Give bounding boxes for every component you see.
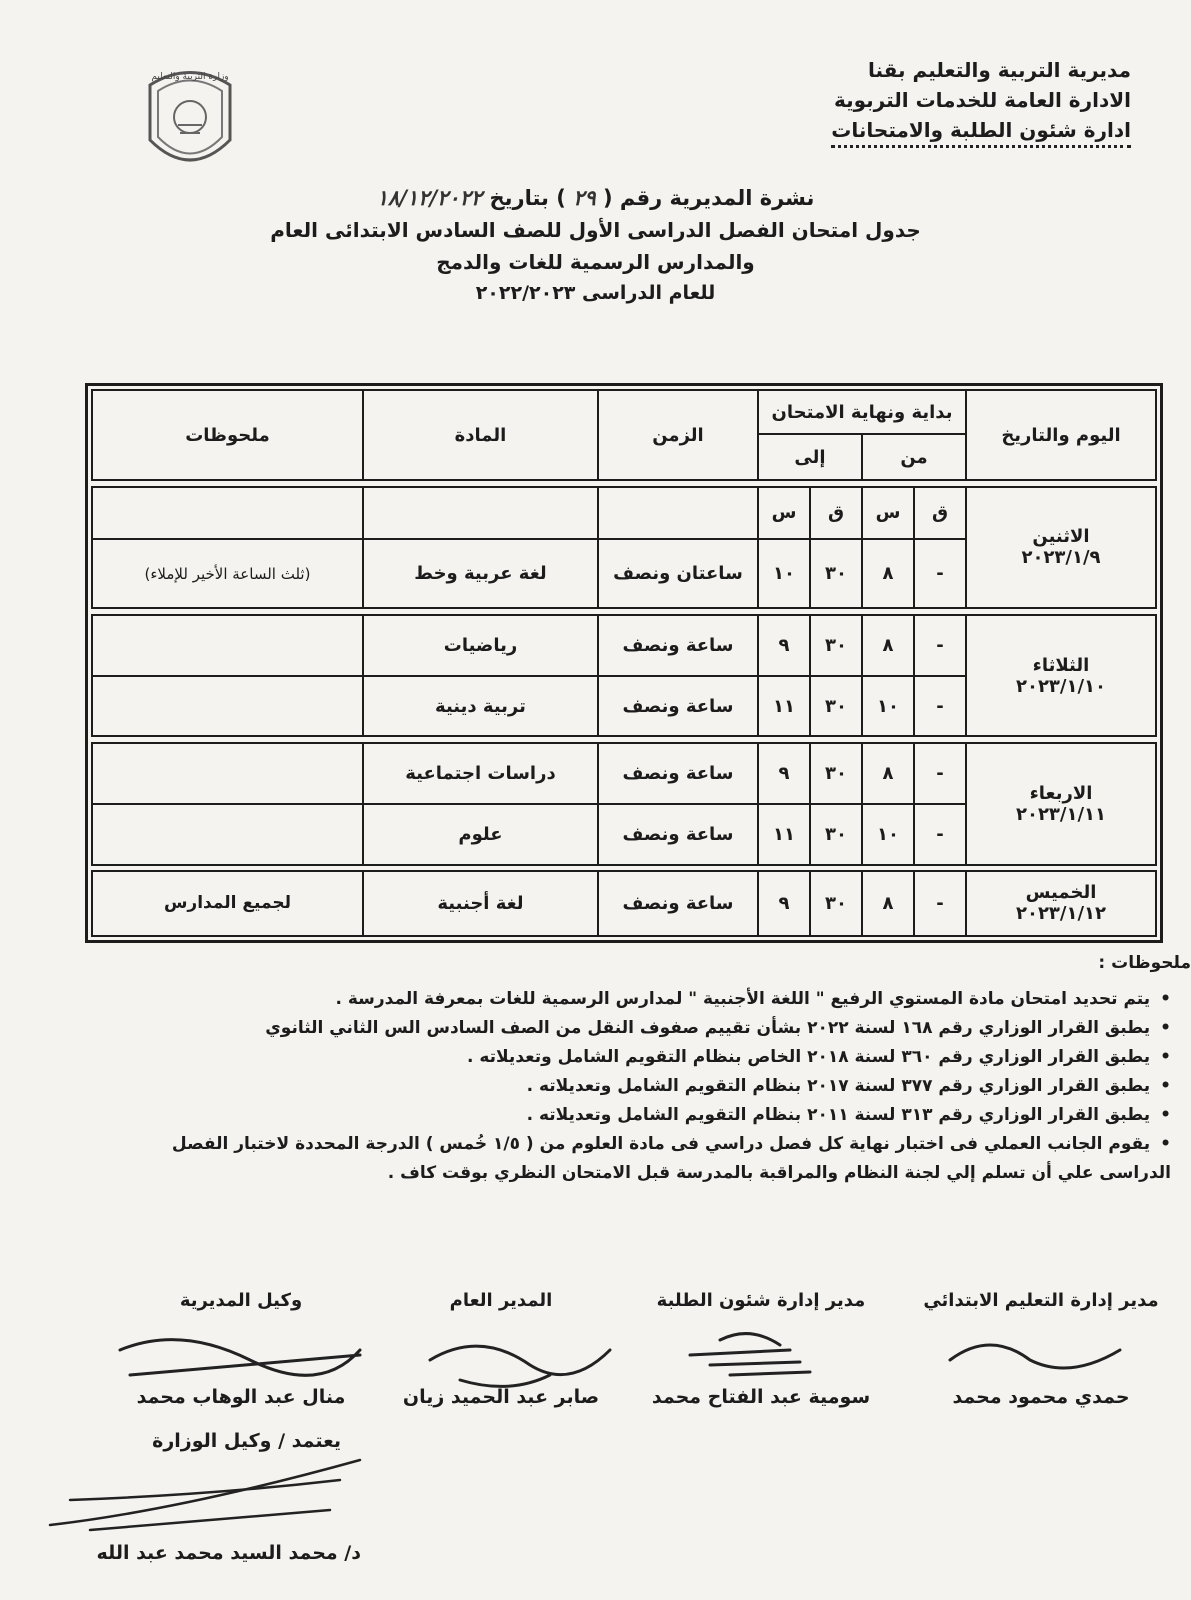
row-note: (ثلث الساعة الأخير للإملاء)	[92, 539, 363, 608]
day-cell	[966, 871, 1156, 936]
to-minute: ٣٠	[810, 676, 862, 737]
from-hour: ٨	[862, 615, 914, 676]
duration: ساعة ونصف	[598, 743, 758, 804]
from-minute: -	[914, 539, 966, 608]
table-row	[92, 743, 1156, 804]
exam-schedule-table	[85, 383, 1163, 943]
handwritten-signatures-icon	[30, 1320, 1160, 1410]
empty-cell	[92, 487, 363, 540]
duration: ساعة ونصف	[598, 676, 758, 737]
signature-title: وكيل المديرية	[179, 1290, 303, 1311]
empty-cell	[598, 487, 758, 540]
issuer-header	[811, 55, 1131, 148]
list-item: • يقوم الجانب العملي فى اختبار نهاية كل فصل دراسي فى مادة العلوم من ( ١/٥ خُمس ) الدرجة المحددة لاختبار الفصل	[1, 1130, 1171, 1159]
signature-name: سومية عبد الفتاح محمد	[651, 1386, 871, 1408]
from-minute: -	[914, 743, 966, 804]
row-note	[92, 743, 363, 804]
list-item: • يطبق القرار الوزاري رقم ١٦٨ لسنة ٢٠٢٢ بشأن تقييم صفوف النقل من الصف السادس الس الثاني الثانوي	[1, 1014, 1171, 1043]
day-name: الاربعاء	[1029, 782, 1093, 804]
header-day-date: اليوم والتاريخ	[966, 390, 1156, 480]
to-hour: ١١	[758, 804, 810, 865]
day-cell	[966, 743, 1156, 865]
row-note	[92, 804, 363, 865]
signature-name: حمدي محمود محمد	[952, 1386, 1130, 1408]
signature-title: مدير إدارة التعليم الابتدائي	[923, 1290, 1159, 1311]
seal-text: وزارة التربية والتعليم	[151, 72, 229, 82]
approval-signature-icon	[30, 1440, 430, 1540]
ministry-seal-icon	[130, 55, 250, 185]
from-minute: -	[914, 676, 966, 737]
issuer-line-1: مديرية التربية والتعليم بقنا	[867, 58, 1131, 82]
unit-minute: ق	[914, 487, 966, 540]
to-hour: ١١	[758, 676, 810, 737]
header-subject: المادة	[363, 390, 598, 480]
subject: علوم	[363, 804, 598, 865]
approval-name: د/ محمد السيد محمد عبد الله	[96, 1542, 361, 1564]
table-row	[92, 615, 1156, 676]
bulletin-date: ١٨/١٢/٢٠٢٢	[376, 185, 483, 210]
to-minute: ٣٠	[810, 804, 862, 865]
issuer-line-3: ادارة شئون الطلبة والامتحانات	[831, 115, 1131, 148]
list-item: • يتم تحديد امتحان مادة المستوي الرفيع " اللغة الأجنبية " لمدارس الرسمية للغات بمعرفة المدرسة .	[1, 985, 1171, 1014]
row-note	[92, 676, 363, 737]
to-hour: ٩	[758, 871, 810, 936]
day-name: الثلاثاء	[1032, 654, 1090, 676]
day-date: ٢٠٢٣/١/٩	[1021, 547, 1101, 569]
unit-hour: س	[758, 487, 810, 540]
signature-title: مدير إدارة شئون الطلبة	[656, 1290, 866, 1311]
bulletin-label: نشرة المديرية رقم (	[603, 186, 815, 210]
table-row	[92, 871, 1156, 936]
subject: رياضيات	[363, 615, 598, 676]
header-to: إلى	[758, 434, 862, 480]
empty-cell	[363, 487, 598, 540]
unit-minute: ق	[810, 487, 862, 540]
day-date: ٢٠٢٣/١/١١	[1015, 803, 1107, 825]
to-hour: ٩	[758, 743, 810, 804]
to-minute: ٣٠	[810, 743, 862, 804]
day-name: الاثنين	[1032, 526, 1090, 548]
list-item-continuation: الدراسى علي أن تسلم إلي لجنة النظام والمراقبة بالمدرسة قبل الامتحان النظري بوقت كاف .	[387, 1163, 1171, 1183]
header-start-end: بداية ونهاية الامتحان	[758, 390, 966, 434]
from-minute: -	[914, 615, 966, 676]
to-minute: ٣٠	[810, 871, 862, 936]
from-minute: -	[914, 804, 966, 865]
subject: تربية دينية	[363, 676, 598, 737]
row-note	[92, 615, 363, 676]
duration: ساعة ونصف	[598, 804, 758, 865]
day-date: ٢٠٢٣/١/١٢	[1015, 903, 1107, 925]
subject: لغة عربية وخط	[363, 539, 598, 608]
day-cell	[966, 615, 1156, 737]
from-hour: ١٠	[862, 676, 914, 737]
row-note: لجميع المدارس	[92, 871, 363, 936]
list-item: • يطبق القرار الوزاري رقم ٣٧٧ لسنة ٢٠١٧ بنظام التقويم الشامل وتعديلاته .	[1, 1072, 1171, 1101]
bulletin-line	[0, 185, 1191, 210]
notes-heading: ملحوظات :	[1098, 953, 1191, 973]
title-line-3: والمدارس الرسمية للغات والدمج	[436, 250, 755, 274]
to-minute: ٣٠	[810, 615, 862, 676]
duration: ساعة ونصف	[598, 871, 758, 936]
notes-list	[1, 985, 1171, 1188]
header-from: من	[862, 434, 966, 480]
to-minute: ٣٠	[810, 539, 862, 608]
list-item: • يطبق القرار الوزاري رقم ٣١٣ لسنة ٢٠١١ بنظام التقويم الشامل وتعديلاته .	[1, 1101, 1171, 1130]
day-name: الخميس	[1025, 882, 1097, 904]
day-cell	[966, 487, 1156, 609]
from-minute: -	[914, 871, 966, 936]
duration: ساعتان ونصف	[598, 539, 758, 608]
document-titles	[0, 185, 1191, 304]
from-hour: ٨	[862, 743, 914, 804]
signature-name: صابر عبد الحميد زيان	[402, 1386, 600, 1408]
subject: لغة أجنبية	[363, 871, 598, 936]
header-notes: ملحوظات	[92, 390, 363, 480]
list-item: • يطبق القرار الوزاري رقم ٣٦٠ لسنة ٢٠١٨ الخاص بنظام التقويم الشامل وتعديلاته .	[1, 1043, 1171, 1072]
title-line-4: للعام الدراسى ٢٠٢٢/٢٠٢٣	[475, 282, 716, 304]
signature-name: منال عبد الوهاب محمد	[136, 1386, 346, 1408]
duration: ساعة ونصف	[598, 615, 758, 676]
day-date: ٢٠٢٣/١/١٠	[1015, 675, 1107, 697]
from-hour: ١٠	[862, 804, 914, 865]
unit-hour: س	[862, 487, 914, 540]
bulletin-number: ٢٩	[573, 185, 596, 210]
to-hour: ٩	[758, 615, 810, 676]
title-line-2: جدول امتحان الفصل الدراسى الأول للصف السادس الابتدائى العام	[270, 218, 921, 242]
to-hour: ١٠	[758, 539, 810, 608]
subject: دراسات اجتماعية	[363, 743, 598, 804]
header-duration: الزمن	[598, 390, 758, 480]
approval-line: يعتمد / وكيل الوزارة	[152, 1430, 341, 1452]
signature-title: المدير العام	[449, 1290, 553, 1311]
bulletin-date-label: ) بتاريخ	[489, 186, 566, 210]
from-hour: ٨	[862, 871, 914, 936]
issuer-line-2: الادارة العامة للخدمات التربوية	[833, 88, 1131, 112]
from-hour: ٨	[862, 539, 914, 608]
